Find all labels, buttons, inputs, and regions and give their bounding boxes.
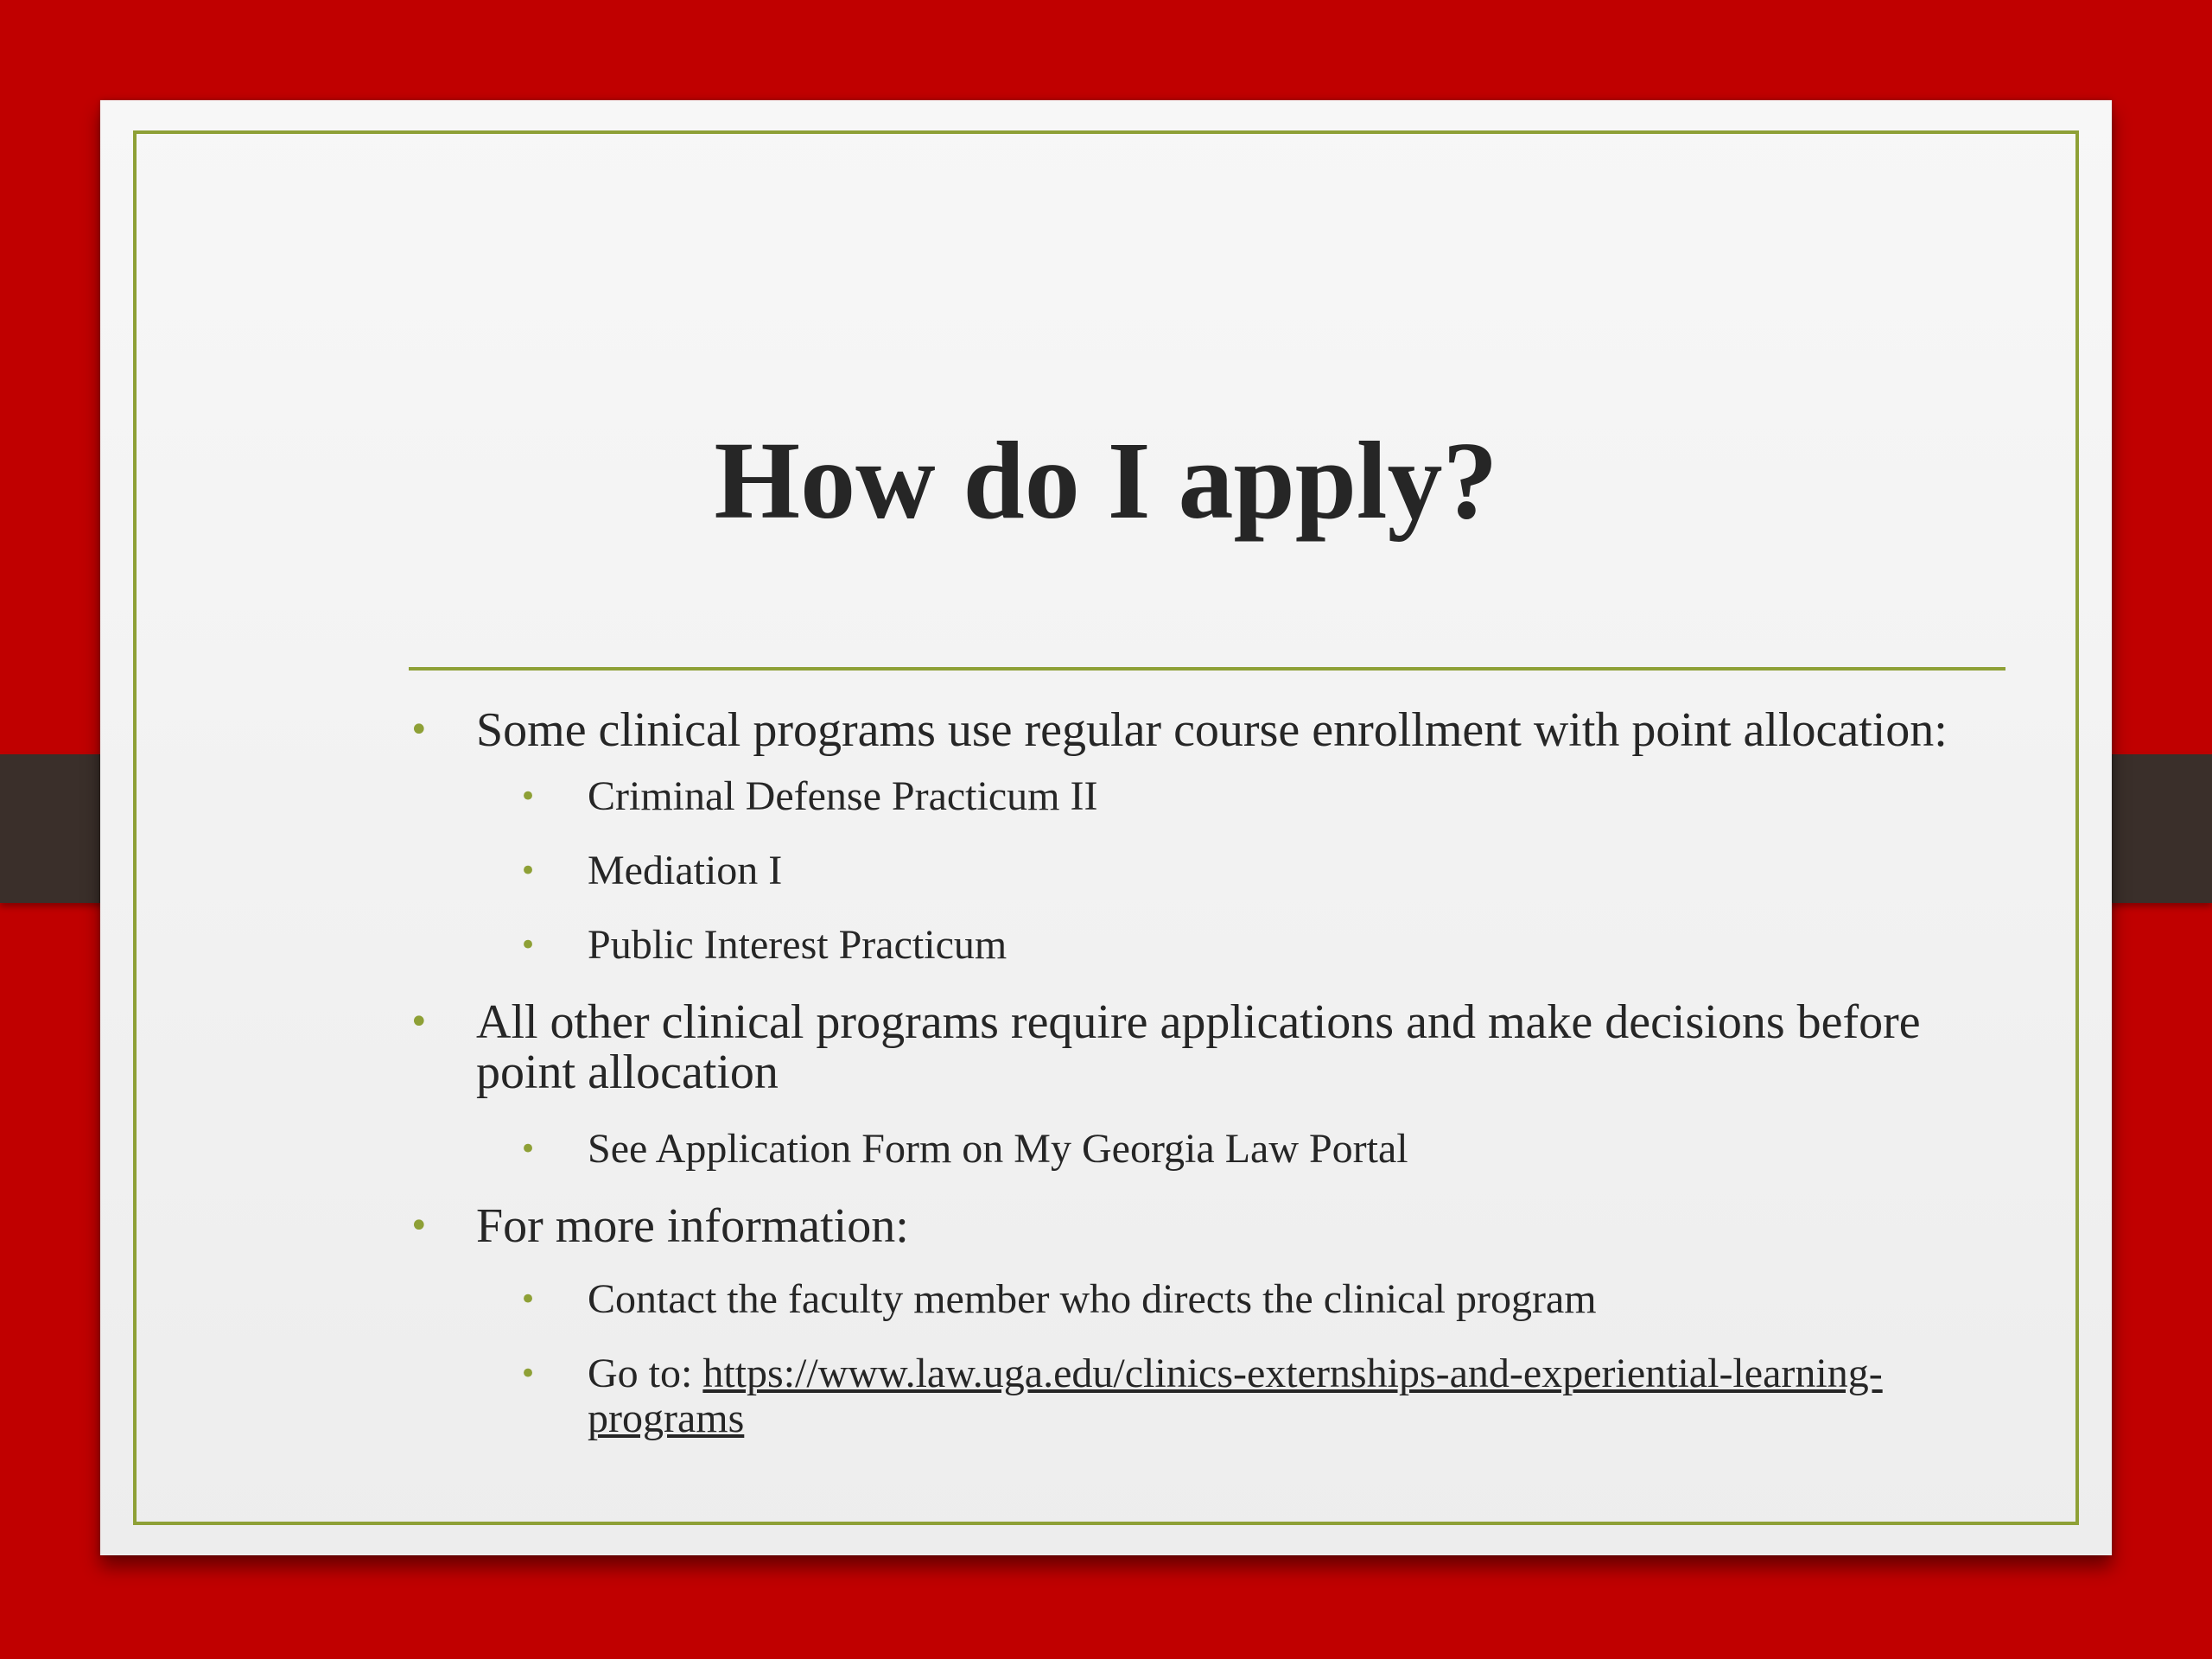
bullet-icon: • xyxy=(519,928,537,963)
list-item xyxy=(409,774,2016,819)
bullet-icon: • xyxy=(409,1002,429,1042)
list-item-text: Contact the faculty member who directs the clinical program xyxy=(588,1276,1597,1322)
list-item-text: Criminal Defense Practicum II xyxy=(588,773,1098,819)
bullet-icon: • xyxy=(519,1357,537,1391)
title-divider xyxy=(409,667,2005,671)
list-item xyxy=(409,849,2016,893)
list-item xyxy=(409,923,2016,968)
slide-card xyxy=(100,100,2112,1555)
list-item-text: Public Interest Practicum xyxy=(588,922,1007,968)
slide-title: How do I apply? xyxy=(714,419,1498,542)
bullet-icon: • xyxy=(519,854,537,888)
list-item-prefix: Go to: xyxy=(588,1351,703,1396)
list-item xyxy=(409,1277,2016,1322)
bullet-icon: • xyxy=(409,710,429,750)
clinics-link[interactable]: https://www.law.uga.edu/clinics-externships-and-experiential-learning-programs xyxy=(588,1351,1883,1441)
bullet-icon: • xyxy=(519,1132,537,1166)
bullet-list xyxy=(409,705,2016,1441)
list-item xyxy=(409,1127,2016,1172)
list-item xyxy=(409,1351,2016,1441)
list-item-text: See Application Form on My Georgia Law Portal xyxy=(588,1126,1408,1172)
list-item xyxy=(409,1201,2016,1251)
list-item-text: All other clinical programs require applications and make decisions before point allocation xyxy=(476,995,1921,1099)
list-item-text: For more information: xyxy=(476,1199,909,1253)
bullet-icon: • xyxy=(519,779,537,814)
list-item-text: Some clinical programs use regular course enrollment with point allocation: xyxy=(476,703,1948,757)
list-item xyxy=(409,705,2016,755)
bullet-icon: • xyxy=(519,1282,537,1317)
bullet-icon: • xyxy=(409,1206,429,1246)
list-item-text: Mediation I xyxy=(588,848,783,893)
list-item xyxy=(409,997,2016,1097)
